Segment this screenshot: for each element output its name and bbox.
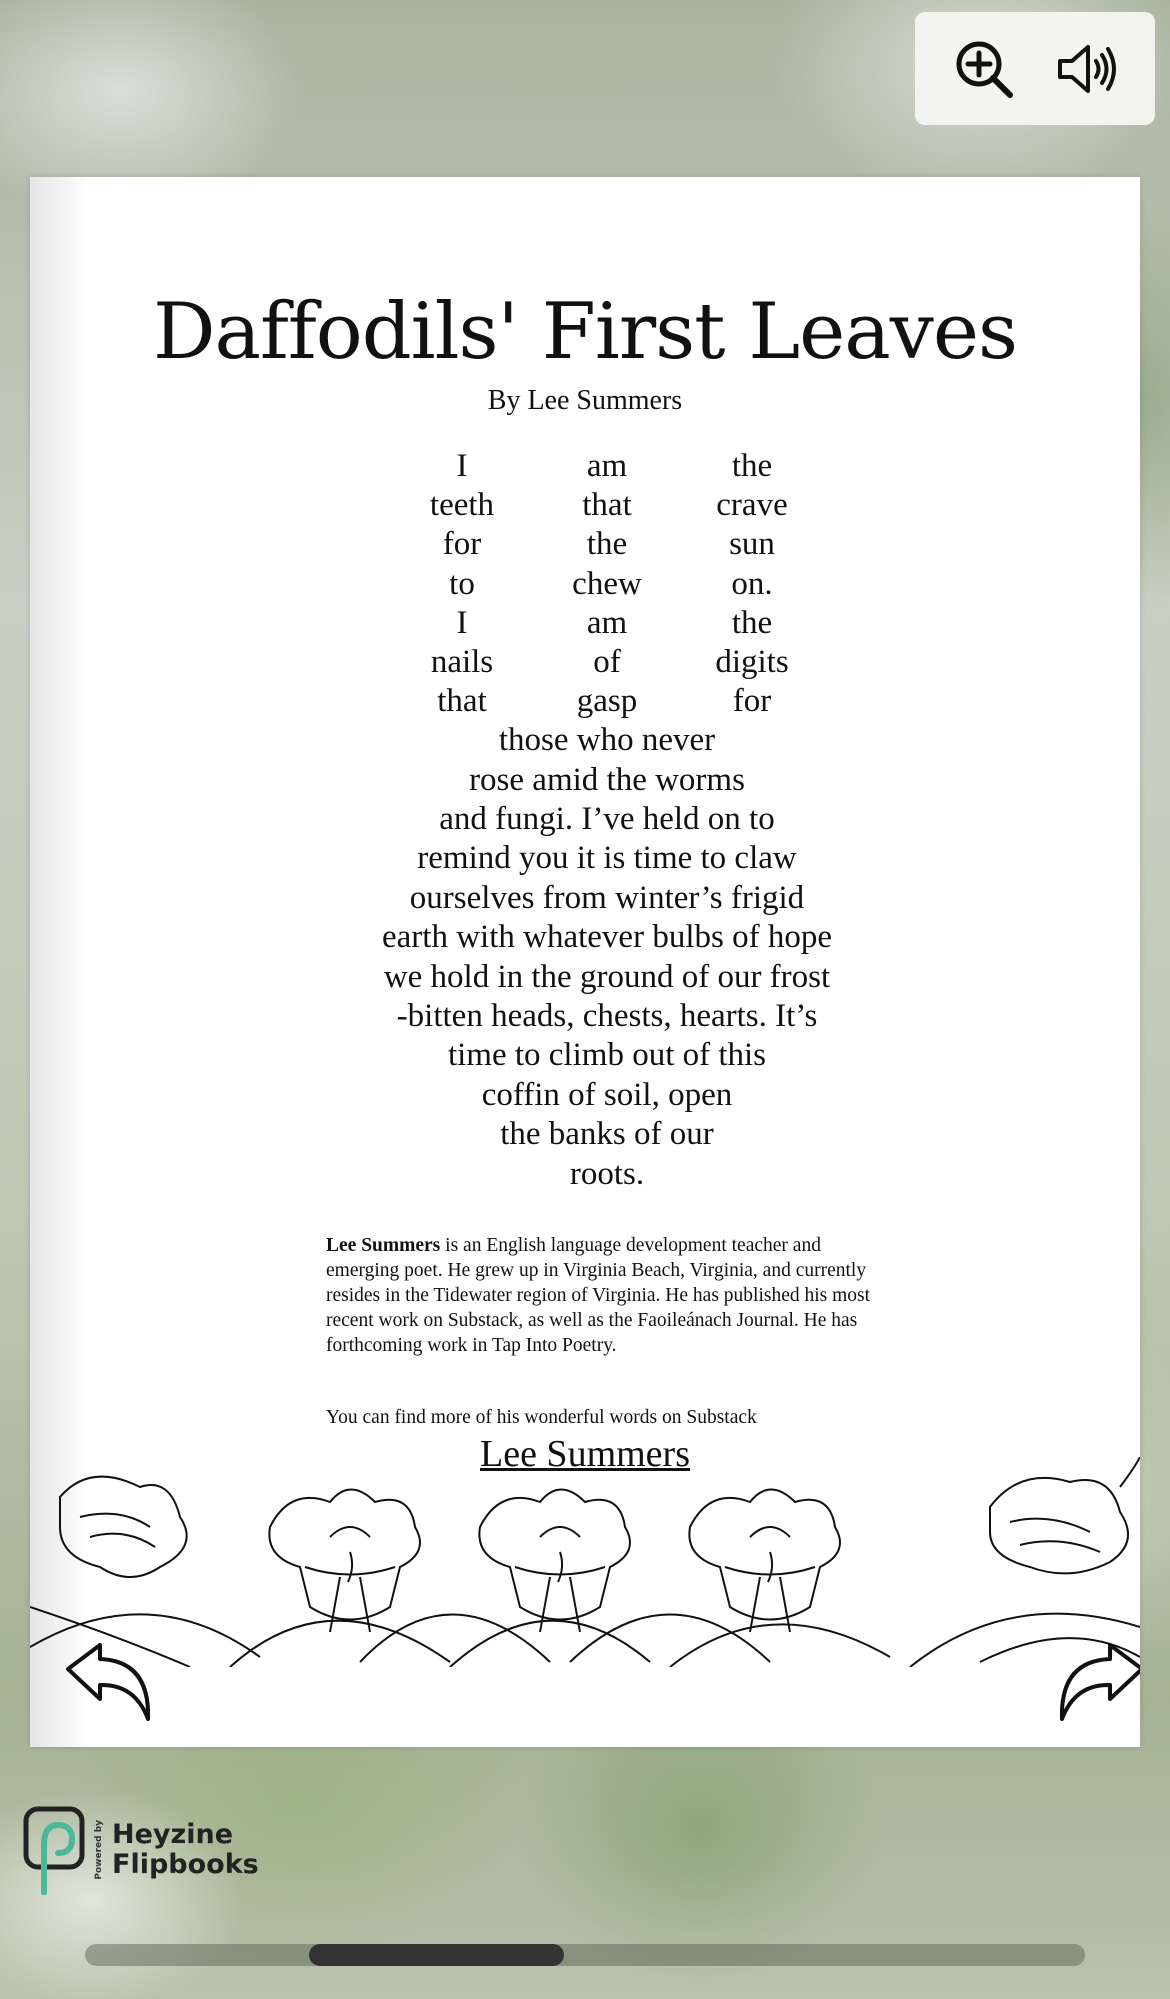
poem-line <box>317 486 897 525</box>
poem <box>317 447 897 1194</box>
poem-word: the <box>731 448 773 484</box>
poem-word: sun <box>729 526 775 563</box>
poem-word: that <box>582 487 632 524</box>
poem-word: of <box>593 643 621 680</box>
poem-line: ourselves from winter’s frigid <box>409 879 805 916</box>
powered-by-label: Powered by <box>94 1820 104 1880</box>
poem-word: for <box>732 683 772 720</box>
poem-line: those who never <box>498 722 716 759</box>
heyzine-branding[interactable] <box>22 1805 259 1895</box>
poem-line: earth with whatever bulbs of hope <box>382 919 832 956</box>
poem-line: the banks of our <box>500 1116 714 1153</box>
speaker-icon <box>1054 37 1118 101</box>
poem-word: gasp <box>576 683 638 720</box>
page-scroll-thumb[interactable] <box>309 1944 564 1966</box>
poem-word: am <box>586 604 628 641</box>
find-more-text: You can find more of his wonderful words on Substack <box>326 1407 757 1428</box>
flipbook-page <box>30 177 1140 1747</box>
zoom-in-button[interactable] <box>948 33 1020 105</box>
poem-line: roots. <box>569 1155 645 1192</box>
poem-word: I <box>456 448 468 484</box>
poem-word: digits <box>715 643 789 680</box>
brand-line-2: Flipbooks <box>112 1849 259 1880</box>
page-scroll-track[interactable] <box>85 1944 1085 1966</box>
poem-line: time to climb out of this <box>447 1037 767 1074</box>
poem-line <box>317 682 897 721</box>
poem-line <box>317 447 897 486</box>
poem-line: rose amid the worms <box>469 761 745 798</box>
bio-author-name: Lee Summers <box>326 1235 441 1256</box>
poem-word: chew <box>572 565 642 602</box>
next-page-button[interactable] <box>1050 1639 1140 1729</box>
poem-line: and fungi. I’ve held on to <box>439 801 775 838</box>
bio-text: is an English language development teacher and emerging poet. He grew up in Virginia Beach, Virginia, and currently resides in the Tidewater region of Virginia. He has published his most recent work on Substack, as well as the Faoileánach Journal. He has forthcoming work in Tap Into Poetry. <box>326 1235 871 1356</box>
author-bio <box>326 1233 886 1358</box>
poem-word: on. <box>731 565 773 602</box>
poem-line: we hold in the ground of our frost <box>383 958 831 995</box>
previous-page-button[interactable] <box>60 1639 160 1729</box>
poem-line <box>317 525 897 564</box>
poem-line: coffin of soil, open <box>481 1076 733 1113</box>
curved-arrow-right-icon <box>1062 1645 1140 1719</box>
viewer-toolbar <box>915 12 1155 125</box>
heyzine-logo-icon <box>22 1805 86 1895</box>
poem-word: that <box>437 683 487 720</box>
brand-name <box>112 1820 259 1880</box>
poem-word: for <box>442 526 482 563</box>
poem-line <box>317 643 897 682</box>
poem-line: remind you it is time to claw <box>417 840 797 877</box>
poem-word: am <box>586 448 628 484</box>
poem-word: I <box>456 604 468 641</box>
sound-toggle-button[interactable] <box>1050 33 1122 105</box>
zoom-in-icon <box>952 37 1016 101</box>
page-title: Daffodils' First Leaves <box>152 287 1018 377</box>
poem-line <box>317 604 897 643</box>
poem-grid-section <box>317 447 897 721</box>
poem-word: nails <box>430 643 494 680</box>
brand-line-1: Heyzine <box>112 1819 234 1850</box>
author-substack-link[interactable]: Lee Summers <box>479 1433 690 1475</box>
poem-word: the <box>731 604 773 641</box>
curved-arrow-left-icon <box>68 1645 148 1719</box>
byline: By Lee Summers <box>487 385 683 416</box>
poem-word: crave <box>716 487 788 524</box>
poem-line: -bitten heads, chests, hearts. It’s <box>396 998 818 1035</box>
poem-word: to <box>449 565 475 602</box>
poem-word: the <box>586 526 628 563</box>
daffodil-border-illustration <box>30 1457 1140 1667</box>
poem-center-section <box>317 721 897 1194</box>
poem-word: teeth <box>429 487 495 524</box>
poem-line <box>317 565 897 604</box>
